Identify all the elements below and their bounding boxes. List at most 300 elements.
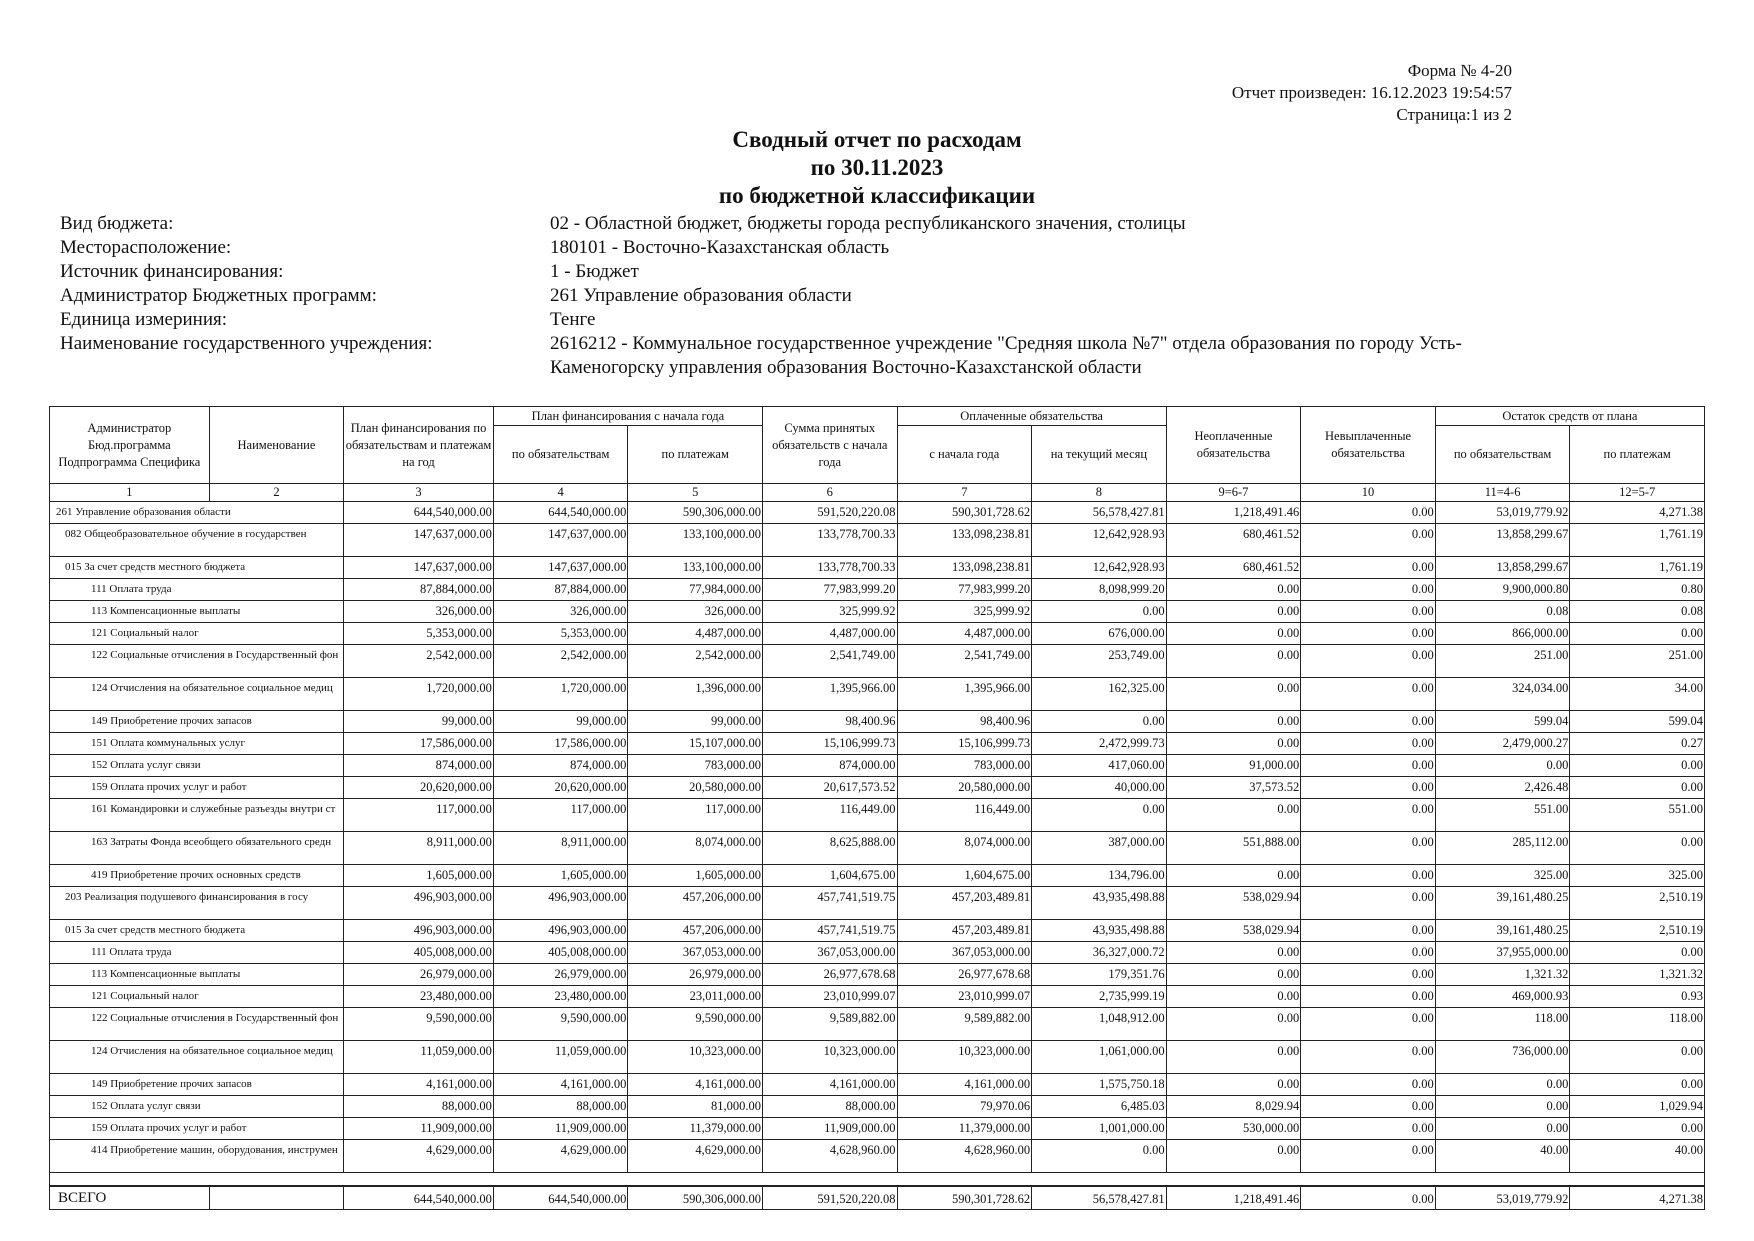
row-value: 13,858,299.67 <box>1435 557 1570 579</box>
row-value: 4,629,000.00 <box>493 1140 628 1173</box>
row-value: 1,218,491.46 <box>1166 502 1301 524</box>
row-value: 1,720,000.00 <box>493 678 628 711</box>
row-value: 9,589,882.00 <box>897 1008 1032 1041</box>
row-value: 0.00 <box>1435 755 1570 777</box>
row-value: 0.00 <box>1166 865 1301 887</box>
header-name: Наименование <box>209 407 344 484</box>
row-value: 8,098,999.20 <box>1032 579 1167 601</box>
row-value: 15,106,999.73 <box>762 733 897 755</box>
row-value: 13,858,299.67 <box>1435 524 1570 557</box>
row-value: 20,620,000.00 <box>344 777 494 799</box>
row-value: 2,542,000.00 <box>493 645 628 678</box>
row-value: 0.00 <box>1301 601 1436 623</box>
row-value: 2,735,999.19 <box>1032 986 1167 1008</box>
table-row <box>50 524 1705 557</box>
row-value: 99,000.00 <box>628 711 763 733</box>
row-value: 133,778,700.33 <box>762 557 897 579</box>
row-value: 0.00 <box>1301 832 1436 865</box>
row-value: 680,461.52 <box>1166 524 1301 557</box>
row-value: 0.00 <box>1301 1096 1436 1118</box>
info-label: Месторасположение: <box>60 237 232 258</box>
row-value: 8,029.94 <box>1166 1096 1301 1118</box>
row-value: 2,479,000.27 <box>1435 733 1570 755</box>
row-value: 0.00 <box>1166 733 1301 755</box>
row-value: 0.00 <box>1435 1074 1570 1096</box>
header-paid-since-start: с начала года <box>897 426 1032 484</box>
row-value: 4,487,000.00 <box>762 623 897 645</box>
row-value: 1,321.32 <box>1435 964 1570 986</box>
row-value: 87,884,000.00 <box>344 579 494 601</box>
row-value: 367,053,000.00 <box>628 942 763 964</box>
row-value: 457,203,489.81 <box>897 920 1032 942</box>
header-remaining: Остаток средств от плана <box>1435 407 1704 426</box>
row-value: 405,008,000.00 <box>493 942 628 964</box>
row-value: 457,741,519.75 <box>762 887 897 920</box>
row-value: 0.00 <box>1301 777 1436 799</box>
row-value: 17,586,000.00 <box>344 733 494 755</box>
row-value: 324,034.00 <box>1435 678 1570 711</box>
spacer-row <box>50 1173 1705 1187</box>
row-value: 20,617,573.52 <box>762 777 897 799</box>
row-value: 88,000.00 <box>493 1096 628 1118</box>
total-label: ВСЕГО <box>50 1186 210 1210</box>
expenditure-table <box>49 406 1705 1210</box>
row-value: 9,589,882.00 <box>762 1008 897 1041</box>
row-value: 37,955,000.00 <box>1435 942 1570 964</box>
row-value: 599.04 <box>1435 711 1570 733</box>
row-value: 538,029.94 <box>1166 920 1301 942</box>
info-value: 261 Управление образования области <box>550 285 852 306</box>
row-value: 134,796.00 <box>1032 865 1167 887</box>
row-value: 2,541,749.00 <box>897 645 1032 678</box>
row-value: 147,637,000.00 <box>493 557 628 579</box>
row-value: 133,098,238.81 <box>897 524 1032 557</box>
row-value: 10,323,000.00 <box>628 1041 763 1074</box>
column-number: 1 <box>50 484 210 502</box>
row-value: 11,909,000.00 <box>344 1118 494 1140</box>
info-label: Вид бюджета: <box>60 213 174 234</box>
row-value: 133,098,238.81 <box>897 557 1032 579</box>
table-body <box>50 502 1705 1210</box>
row-value: 117,000.00 <box>628 799 763 832</box>
row-value: 0.80 <box>1570 579 1705 601</box>
row-value: 457,741,519.75 <box>762 920 897 942</box>
row-value: 0.00 <box>1166 601 1301 623</box>
row-value: 1,321.32 <box>1570 964 1705 986</box>
row-value: 4,161,000.00 <box>628 1074 763 1096</box>
row-value: 251.00 <box>1435 645 1570 678</box>
table-row <box>50 579 1705 601</box>
title-line-3: по бюджетной классификации <box>718 183 1036 208</box>
row-value: 538,029.94 <box>1166 887 1301 920</box>
row-name: 122 Социальные отчисления в Государственный фон <box>50 645 344 678</box>
row-value: 11,059,000.00 <box>344 1041 494 1074</box>
column-number: 6 <box>762 484 897 502</box>
row-value: 680,461.52 <box>1166 557 1301 579</box>
row-value: 874,000.00 <box>762 755 897 777</box>
row-value: 551.00 <box>1435 799 1570 832</box>
row-value: 405,008,000.00 <box>344 942 494 964</box>
row-value: 0.00 <box>1435 1096 1570 1118</box>
row-value: 23,010,999.07 <box>897 986 1032 1008</box>
header-plan-year: План финансирования по обязательствам и платежам на год <box>344 407 494 484</box>
row-value: 5,353,000.00 <box>344 623 494 645</box>
header-remaining-by-payments: по платежам <box>1570 426 1705 484</box>
row-value: 23,480,000.00 <box>344 986 494 1008</box>
info-value: Тенге <box>550 309 596 330</box>
row-value: 590,306,000.00 <box>628 502 763 524</box>
row-value: 0.00 <box>1032 799 1167 832</box>
header-paid-current-month: на текущий месяц <box>1032 426 1167 484</box>
row-value: 0.00 <box>1570 777 1705 799</box>
row-value: 133,100,000.00 <box>628 524 763 557</box>
row-value: 496,903,000.00 <box>493 920 628 942</box>
row-value: 1,575,750.18 <box>1032 1074 1167 1096</box>
row-value: 1,048,912.00 <box>1032 1008 1167 1041</box>
row-value: 0.00 <box>1166 711 1301 733</box>
row-value: 1,395,966.00 <box>762 678 897 711</box>
row-name: 113 Компенсационные выплаты <box>50 601 344 623</box>
table-row <box>50 733 1705 755</box>
row-value: 1,396,000.00 <box>628 678 763 711</box>
row-value: 15,107,000.00 <box>628 733 763 755</box>
row-value: 325.00 <box>1435 865 1570 887</box>
total-value: 644,540,000.00 <box>493 1186 628 1210</box>
row-value: 98,400.96 <box>762 711 897 733</box>
row-value: 417,060.00 <box>1032 755 1167 777</box>
row-value: 117,000.00 <box>493 799 628 832</box>
row-value: 2,542,000.00 <box>628 645 763 678</box>
row-value: 117,000.00 <box>344 799 494 832</box>
row-value: 1,605,000.00 <box>628 865 763 887</box>
row-value: 43,935,498.88 <box>1032 920 1167 942</box>
row-value: 0.00 <box>1301 645 1436 678</box>
row-name: 111 Оплата труда <box>50 579 344 601</box>
row-value: 26,979,000.00 <box>344 964 494 986</box>
row-name: 124 Отчисления на обязательное социальное медиц <box>50 1041 344 1074</box>
row-value: 0.00 <box>1032 601 1167 623</box>
row-value: 253,749.00 <box>1032 645 1167 678</box>
row-name: 419 Приобретение прочих основных средств <box>50 865 344 887</box>
row-value: 0.00 <box>1301 1008 1436 1041</box>
header-paid-obligations: Оплаченные обязательства <box>897 407 1166 426</box>
row-value: 866,000.00 <box>1435 623 1570 645</box>
row-value: 367,053,000.00 <box>762 942 897 964</box>
row-value: 325,999.92 <box>762 601 897 623</box>
row-value: 9,900,000.80 <box>1435 579 1570 601</box>
row-value: 4,629,000.00 <box>628 1140 763 1173</box>
row-value: 0.00 <box>1301 799 1436 832</box>
table-row <box>50 755 1705 777</box>
title-line-2: по 30.11.2023 <box>810 155 944 180</box>
row-value: 0.00 <box>1301 733 1436 755</box>
total-value: 590,306,000.00 <box>628 1186 763 1210</box>
total-value: 56,578,427.81 <box>1032 1186 1167 1210</box>
header-admin: Администратор Бюд.программа Подпрограмма Специфика <box>50 407 210 484</box>
row-name: 203 Реализация подушевого финансирования в госу <box>50 887 344 920</box>
row-value: 26,977,678.68 <box>897 964 1032 986</box>
row-value: 23,010,999.07 <box>762 986 897 1008</box>
row-value: 1,395,966.00 <box>897 678 1032 711</box>
info-label: Администратор Бюджетных программ: <box>60 285 377 306</box>
row-value: 783,000.00 <box>628 755 763 777</box>
row-value: 10,323,000.00 <box>762 1041 897 1074</box>
row-value: 0.00 <box>1301 1074 1436 1096</box>
row-value: 4,628,960.00 <box>897 1140 1032 1173</box>
row-value: 4,487,000.00 <box>628 623 763 645</box>
row-value: 599.04 <box>1570 711 1705 733</box>
row-value: 147,637,000.00 <box>493 524 628 557</box>
row-name: 261 Управление образования области <box>50 502 344 524</box>
row-value: 0.00 <box>1166 623 1301 645</box>
row-value: 0.00 <box>1032 1140 1167 1173</box>
info-label: Источник финансирования: <box>60 261 284 282</box>
total-value: 1,218,491.46 <box>1166 1186 1301 1210</box>
row-value: 77,984,000.00 <box>628 579 763 601</box>
row-value: 644,540,000.00 <box>344 502 494 524</box>
row-name: 113 Компенсационные выплаты <box>50 964 344 986</box>
row-value: 0.00 <box>1166 1140 1301 1173</box>
row-value: 8,911,000.00 <box>493 832 628 865</box>
row-value: 736,000.00 <box>1435 1041 1570 1074</box>
row-value: 325,999.92 <box>897 601 1032 623</box>
row-value: 40,000.00 <box>1032 777 1167 799</box>
total-empty-cell <box>209 1186 344 1210</box>
row-value: 77,983,999.20 <box>762 579 897 601</box>
row-value: 496,903,000.00 <box>344 887 494 920</box>
row-value: 0.00 <box>1166 942 1301 964</box>
page-indicator: Страница:1 из 2 <box>1396 105 1512 124</box>
row-value: 8,074,000.00 <box>897 832 1032 865</box>
table-row <box>50 1118 1705 1140</box>
row-value: 2,426.48 <box>1435 777 1570 799</box>
spacer-cell <box>50 1173 1705 1187</box>
row-value: 285,112.00 <box>1435 832 1570 865</box>
row-value: 9,590,000.00 <box>628 1008 763 1041</box>
row-name: 151 Оплата коммунальных услуг <box>50 733 344 755</box>
row-value: 1,061,000.00 <box>1032 1041 1167 1074</box>
row-value: 11,909,000.00 <box>493 1118 628 1140</box>
report-info <box>60 212 1620 380</box>
row-value: 0.00 <box>1301 557 1436 579</box>
row-value: 0.00 <box>1166 678 1301 711</box>
table-row <box>50 623 1705 645</box>
row-name: 015 За счет средств местного бюджета <box>50 920 344 942</box>
row-value: 34.00 <box>1570 678 1705 711</box>
row-value: 133,100,000.00 <box>628 557 763 579</box>
row-value: 0.00 <box>1435 1118 1570 1140</box>
info-value: 180101 - Восточно-Казахстанская область <box>550 237 890 258</box>
row-name: 111 Оплата труда <box>50 942 344 964</box>
row-value: 0.00 <box>1166 579 1301 601</box>
column-number: 10 <box>1301 484 1436 502</box>
row-value: 116,449.00 <box>762 799 897 832</box>
row-value: 1,605,000.00 <box>493 865 628 887</box>
row-value: 11,379,000.00 <box>897 1118 1032 1140</box>
form-number: Форма № 4-20 <box>1407 61 1512 80</box>
row-name: 124 Отчисления на обязательное социальное медиц <box>50 678 344 711</box>
column-number: 2 <box>209 484 344 502</box>
row-value: 40.00 <box>1570 1140 1705 1173</box>
row-name: 159 Оплата прочих услуг и работ <box>50 777 344 799</box>
row-value: 0.00 <box>1301 524 1436 557</box>
row-name: 149 Приобретение прочих запасов <box>50 711 344 733</box>
table-row <box>50 601 1705 623</box>
table-row <box>50 678 1705 711</box>
table-row <box>50 865 1705 887</box>
info-value: 2616212 - Коммунальное государственное учреждение "Средняя школа №7" отдела образования по городу Усть-Каменогорску управления образования Восточно-Казахстанской области <box>550 333 1462 378</box>
row-value: 0.00 <box>1301 887 1436 920</box>
column-number: 12=5-7 <box>1570 484 1705 502</box>
row-name: 161 Командировки и служебные разъезды внутри ст <box>50 799 344 832</box>
row-value: 0.00 <box>1570 1118 1705 1140</box>
row-value: 0.27 <box>1570 733 1705 755</box>
row-value: 2,541,749.00 <box>762 645 897 678</box>
row-value: 26,979,000.00 <box>493 964 628 986</box>
table-row <box>50 942 1705 964</box>
row-value: 2,472,999.73 <box>1032 733 1167 755</box>
row-value: 496,903,000.00 <box>344 920 494 942</box>
header-plan-by-payments: по платежам <box>628 426 763 484</box>
row-value: 20,620,000.00 <box>493 777 628 799</box>
row-value: 0.00 <box>1301 502 1436 524</box>
row-value: 26,977,678.68 <box>762 964 897 986</box>
column-number: 3 <box>344 484 494 502</box>
row-value: 43,935,498.88 <box>1032 887 1167 920</box>
row-value: 4,628,960.00 <box>762 1140 897 1173</box>
info-value: 02 - Областной бюджет, бюджеты города республиканского значения, столицы <box>550 213 1186 234</box>
row-value: 40.00 <box>1435 1140 1570 1173</box>
row-value: 87,884,000.00 <box>493 579 628 601</box>
row-value: 0.00 <box>1166 1008 1301 1041</box>
row-value: 874,000.00 <box>493 755 628 777</box>
row-value: 147,637,000.00 <box>344 524 494 557</box>
row-value: 0.93 <box>1570 986 1705 1008</box>
row-value: 326,000.00 <box>628 601 763 623</box>
info-row-institution <box>60 332 1620 380</box>
row-value: 0.00 <box>1301 986 1436 1008</box>
row-value: 9,590,000.00 <box>344 1008 494 1041</box>
row-value: 79,970.06 <box>897 1096 1032 1118</box>
row-value: 1,761.19 <box>1570 524 1705 557</box>
row-name: 149 Приобретение прочих запасов <box>50 1074 344 1096</box>
info-row-administrator <box>60 284 1620 308</box>
row-value: 53,019,779.92 <box>1435 502 1570 524</box>
row-value: 4,161,000.00 <box>897 1074 1032 1096</box>
row-value: 2,542,000.00 <box>344 645 494 678</box>
row-value: 1,604,675.00 <box>897 865 1032 887</box>
table-row <box>50 1008 1705 1041</box>
header-plan-by-obligations: по обязательствам <box>493 426 628 484</box>
row-value: 0.00 <box>1166 799 1301 832</box>
row-value: 325.00 <box>1570 865 1705 887</box>
row-value: 4,161,000.00 <box>344 1074 494 1096</box>
column-number: 5 <box>628 484 763 502</box>
row-value: 23,011,000.00 <box>628 986 763 1008</box>
total-value: 53,019,779.92 <box>1435 1186 1570 1210</box>
row-value: 783,000.00 <box>897 755 1032 777</box>
total-value: 590,301,728.62 <box>897 1186 1032 1210</box>
row-value: 874,000.00 <box>344 755 494 777</box>
table-row <box>50 920 1705 942</box>
table-row <box>50 777 1705 799</box>
row-value: 20,580,000.00 <box>628 777 763 799</box>
row-value: 326,000.00 <box>344 601 494 623</box>
row-value: 0.00 <box>1166 1041 1301 1074</box>
info-value: 1 - Бюджет <box>550 261 639 282</box>
row-value: 496,903,000.00 <box>493 887 628 920</box>
row-value: 10,323,000.00 <box>897 1041 1032 1074</box>
header-unissued-obligations: Невыплаченные обязательства <box>1301 407 1436 484</box>
row-value: 81,000.00 <box>628 1096 763 1118</box>
table-row <box>50 986 1705 1008</box>
row-value: 116,449.00 <box>897 799 1032 832</box>
row-value: 37,573.52 <box>1166 777 1301 799</box>
header-unpaid-obligations: Неоплаченные обязательства <box>1166 407 1301 484</box>
table-row <box>50 1074 1705 1096</box>
row-value: 99,000.00 <box>493 711 628 733</box>
table-row <box>50 799 1705 832</box>
row-value: 0.00 <box>1032 711 1167 733</box>
info-row-unit <box>60 308 1620 332</box>
row-value: 162,325.00 <box>1032 678 1167 711</box>
row-value: 26,979,000.00 <box>628 964 763 986</box>
column-number: 8 <box>1032 484 1167 502</box>
row-name: 015 За счет средств местного бюджета <box>50 557 344 579</box>
row-name: 414 Приобретение машин, оборудования, инструмен <box>50 1140 344 1173</box>
total-value: 591,520,220.08 <box>762 1186 897 1210</box>
row-name: 122 Социальные отчисления в Государственный фон <box>50 1008 344 1041</box>
report-meta <box>1232 60 1512 126</box>
row-value: 0.00 <box>1570 832 1705 865</box>
row-value: 88,000.00 <box>762 1096 897 1118</box>
row-value: 15,106,999.73 <box>897 733 1032 755</box>
row-value: 39,161,480.25 <box>1435 920 1570 942</box>
row-value: 4,629,000.00 <box>344 1140 494 1173</box>
info-row-location <box>60 236 1620 260</box>
row-value: 0.00 <box>1166 645 1301 678</box>
row-name: 082 Общеобразовательное обучение в государствен <box>50 524 344 557</box>
row-value: 591,520,220.08 <box>762 502 897 524</box>
row-value: 23,480,000.00 <box>493 986 628 1008</box>
row-value: 0.00 <box>1301 964 1436 986</box>
row-value: 0.00 <box>1301 1118 1436 1140</box>
total-value: 644,540,000.00 <box>344 1186 494 1210</box>
row-value: 0.00 <box>1301 678 1436 711</box>
column-number: 9=6-7 <box>1166 484 1301 502</box>
table-row <box>50 645 1705 678</box>
table-row <box>50 1096 1705 1118</box>
table-row <box>50 887 1705 920</box>
row-value: 0.00 <box>1570 755 1705 777</box>
row-value: 457,206,000.00 <box>628 920 763 942</box>
row-value: 98,400.96 <box>897 711 1032 733</box>
row-value: 36,327,000.72 <box>1032 942 1167 964</box>
row-value: 17,586,000.00 <box>493 733 628 755</box>
table-row <box>50 1041 1705 1074</box>
row-value: 1,761.19 <box>1570 557 1705 579</box>
row-value: 91,000.00 <box>1166 755 1301 777</box>
row-value: 147,637,000.00 <box>344 557 494 579</box>
row-value: 0.00 <box>1301 1041 1436 1074</box>
row-value: 1,605,000.00 <box>344 865 494 887</box>
table-row <box>50 832 1705 865</box>
row-value: 8,911,000.00 <box>344 832 494 865</box>
header-remaining-by-obligations: по обязательствам <box>1435 426 1570 484</box>
row-value: 4,271.38 <box>1570 502 1705 524</box>
row-value: 118.00 <box>1435 1008 1570 1041</box>
row-value: 0.00 <box>1301 711 1436 733</box>
